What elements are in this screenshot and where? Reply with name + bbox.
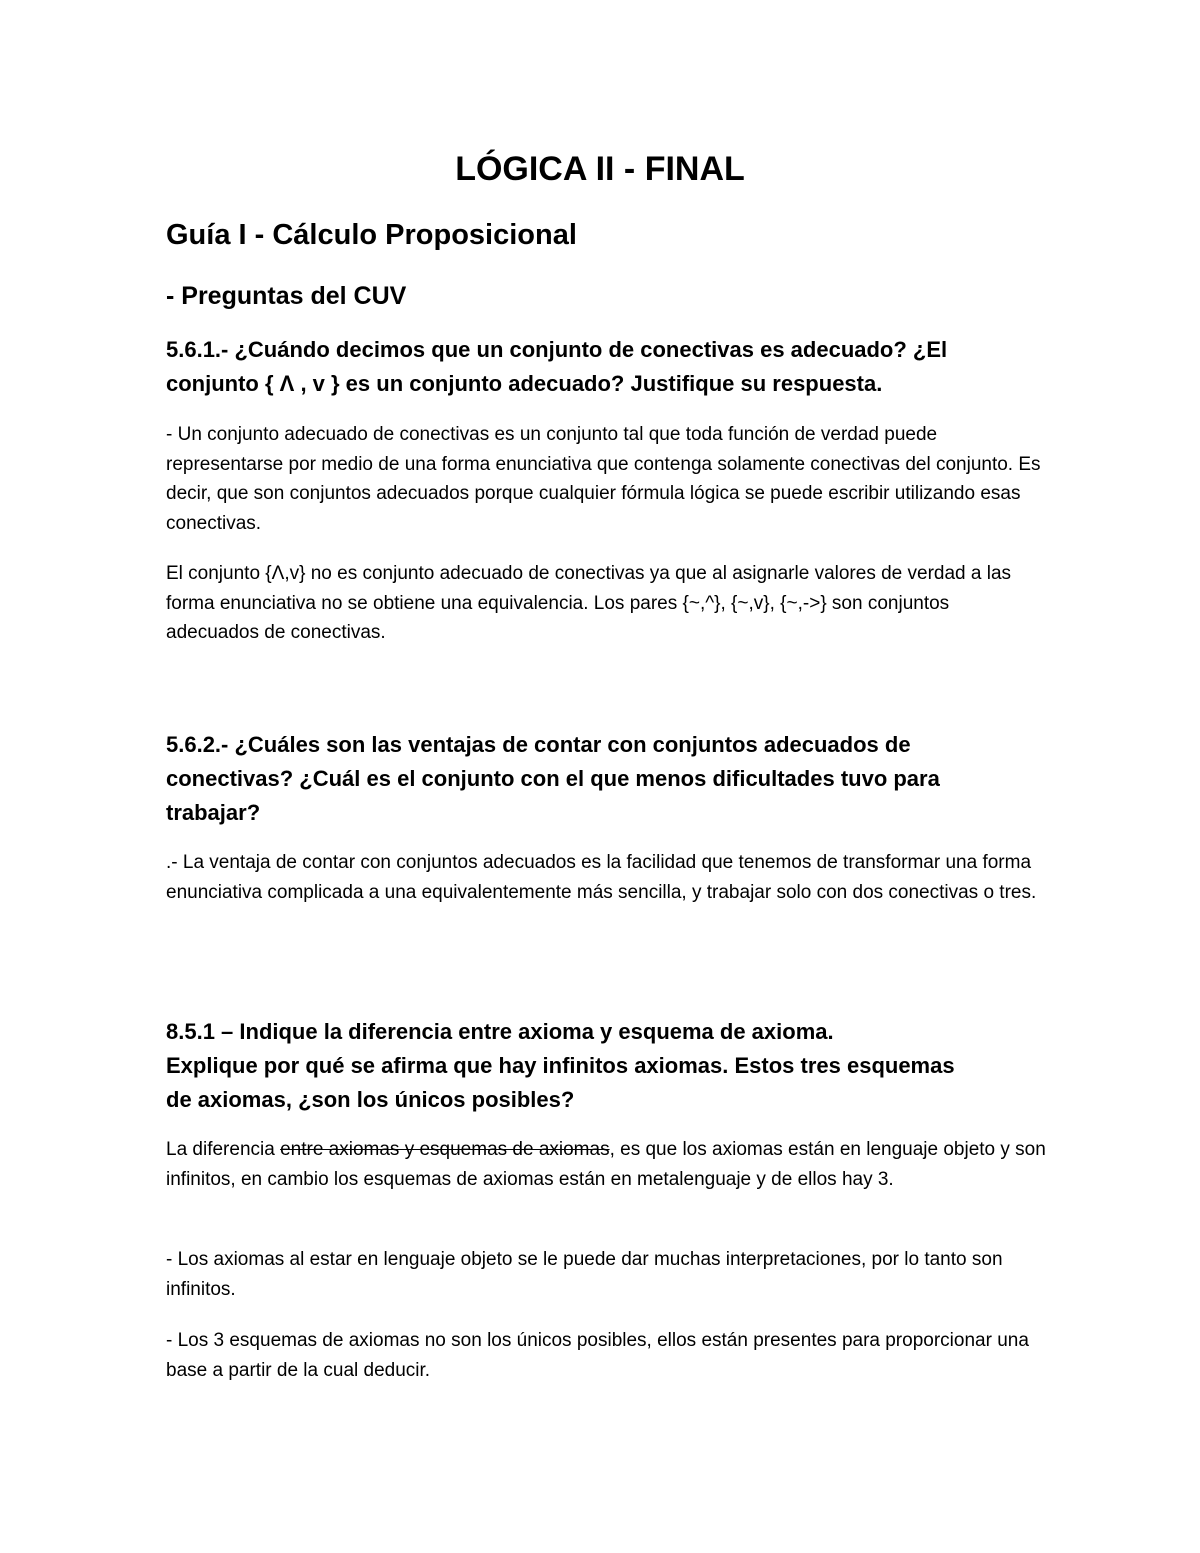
answer-paragraph: - Los 3 esquemas de axiomas no son los únicos posibles, ellos están presentes para proporcionar una base a partir de la cual deducir.	[166, 1330, 1029, 1381]
question-line: 5.6.2.- ¿Cuáles son las ventajas de contar con conjuntos adecuados de	[166, 732, 911, 757]
question-line: trabajar?	[166, 800, 261, 825]
question-5-6-1	[166, 333, 1046, 401]
question-line: 5.6.1.- ¿Cuándo decimos que un conjunto de conectivas es adecuado? ¿El	[166, 337, 948, 362]
question-line: de axiomas, ¿son los únicos posibles?	[166, 1087, 575, 1112]
question-8-5-1	[166, 1015, 1046, 1117]
answer-paragraph: .- La ventaja de contar con conjuntos adecuados es la facilidad que tenemos de transformar una forma enunciativa complicada a una equivalentemente más sencilla, y trabajar solo con dos conectivas o tres.	[166, 852, 1037, 903]
guide-subtitle: Guía I - Cálculo Proposicional	[166, 219, 577, 251]
question-5-6-2	[166, 728, 1046, 830]
answer-paragraph: El conjunto {Λ,v} no es conjunto adecuado de conectivas ya que al asignarle valores de verdad a las forma enunciativa no se obtiene una equivalencia. Los pares {~,^}, {~,v}, {~,->} son conjuntos adecuados de conectivas.	[166, 563, 1012, 643]
answer-text: , es que los axiomas están en lenguaje objeto y son infinitos, en cambio los esquemas de axiomas están en metalenguaje y de ellos hay 3.	[166, 1139, 1046, 1190]
question-line: conjunto { Λ , v } es un conjunto adecuado? Justifique su respuesta.	[166, 371, 883, 396]
question-line: 8.5.1 – Indique la diferencia entre axioma y esquema de axioma.	[166, 1019, 834, 1044]
question-line: conectivas? ¿Cuál es el conjunto con el que menos dificultades tuvo para	[166, 766, 940, 791]
answer-paragraph: - Los axiomas al estar en lenguaje objeto se le puede dar muchas interpretaciones, por lo tanto son infinitos.	[166, 1249, 1003, 1300]
page-title: LÓGICA II - FINAL	[455, 150, 745, 188]
struck-text: entre axiomas y esquemas de axiomas	[280, 1139, 610, 1160]
question-line: Explique por qué se afirma que hay infinitos axiomas. Estos tres esquemas	[166, 1053, 955, 1078]
section-heading: - Preguntas del CUV	[166, 282, 407, 310]
answer-text: La diferencia	[166, 1139, 281, 1160]
answer-paragraph: - Un conjunto adecuado de conectivas es un conjunto tal que toda función de verdad puede representarse por medio de una forma enunciativa que contenga solamente conectivas del conjunto. Es decir, que son conjuntos adecuados porque cualquier fórmula lógica se puede escribir utilizando esas conectivas.	[166, 424, 1041, 534]
answer-paragraph	[166, 1135, 1046, 1194]
